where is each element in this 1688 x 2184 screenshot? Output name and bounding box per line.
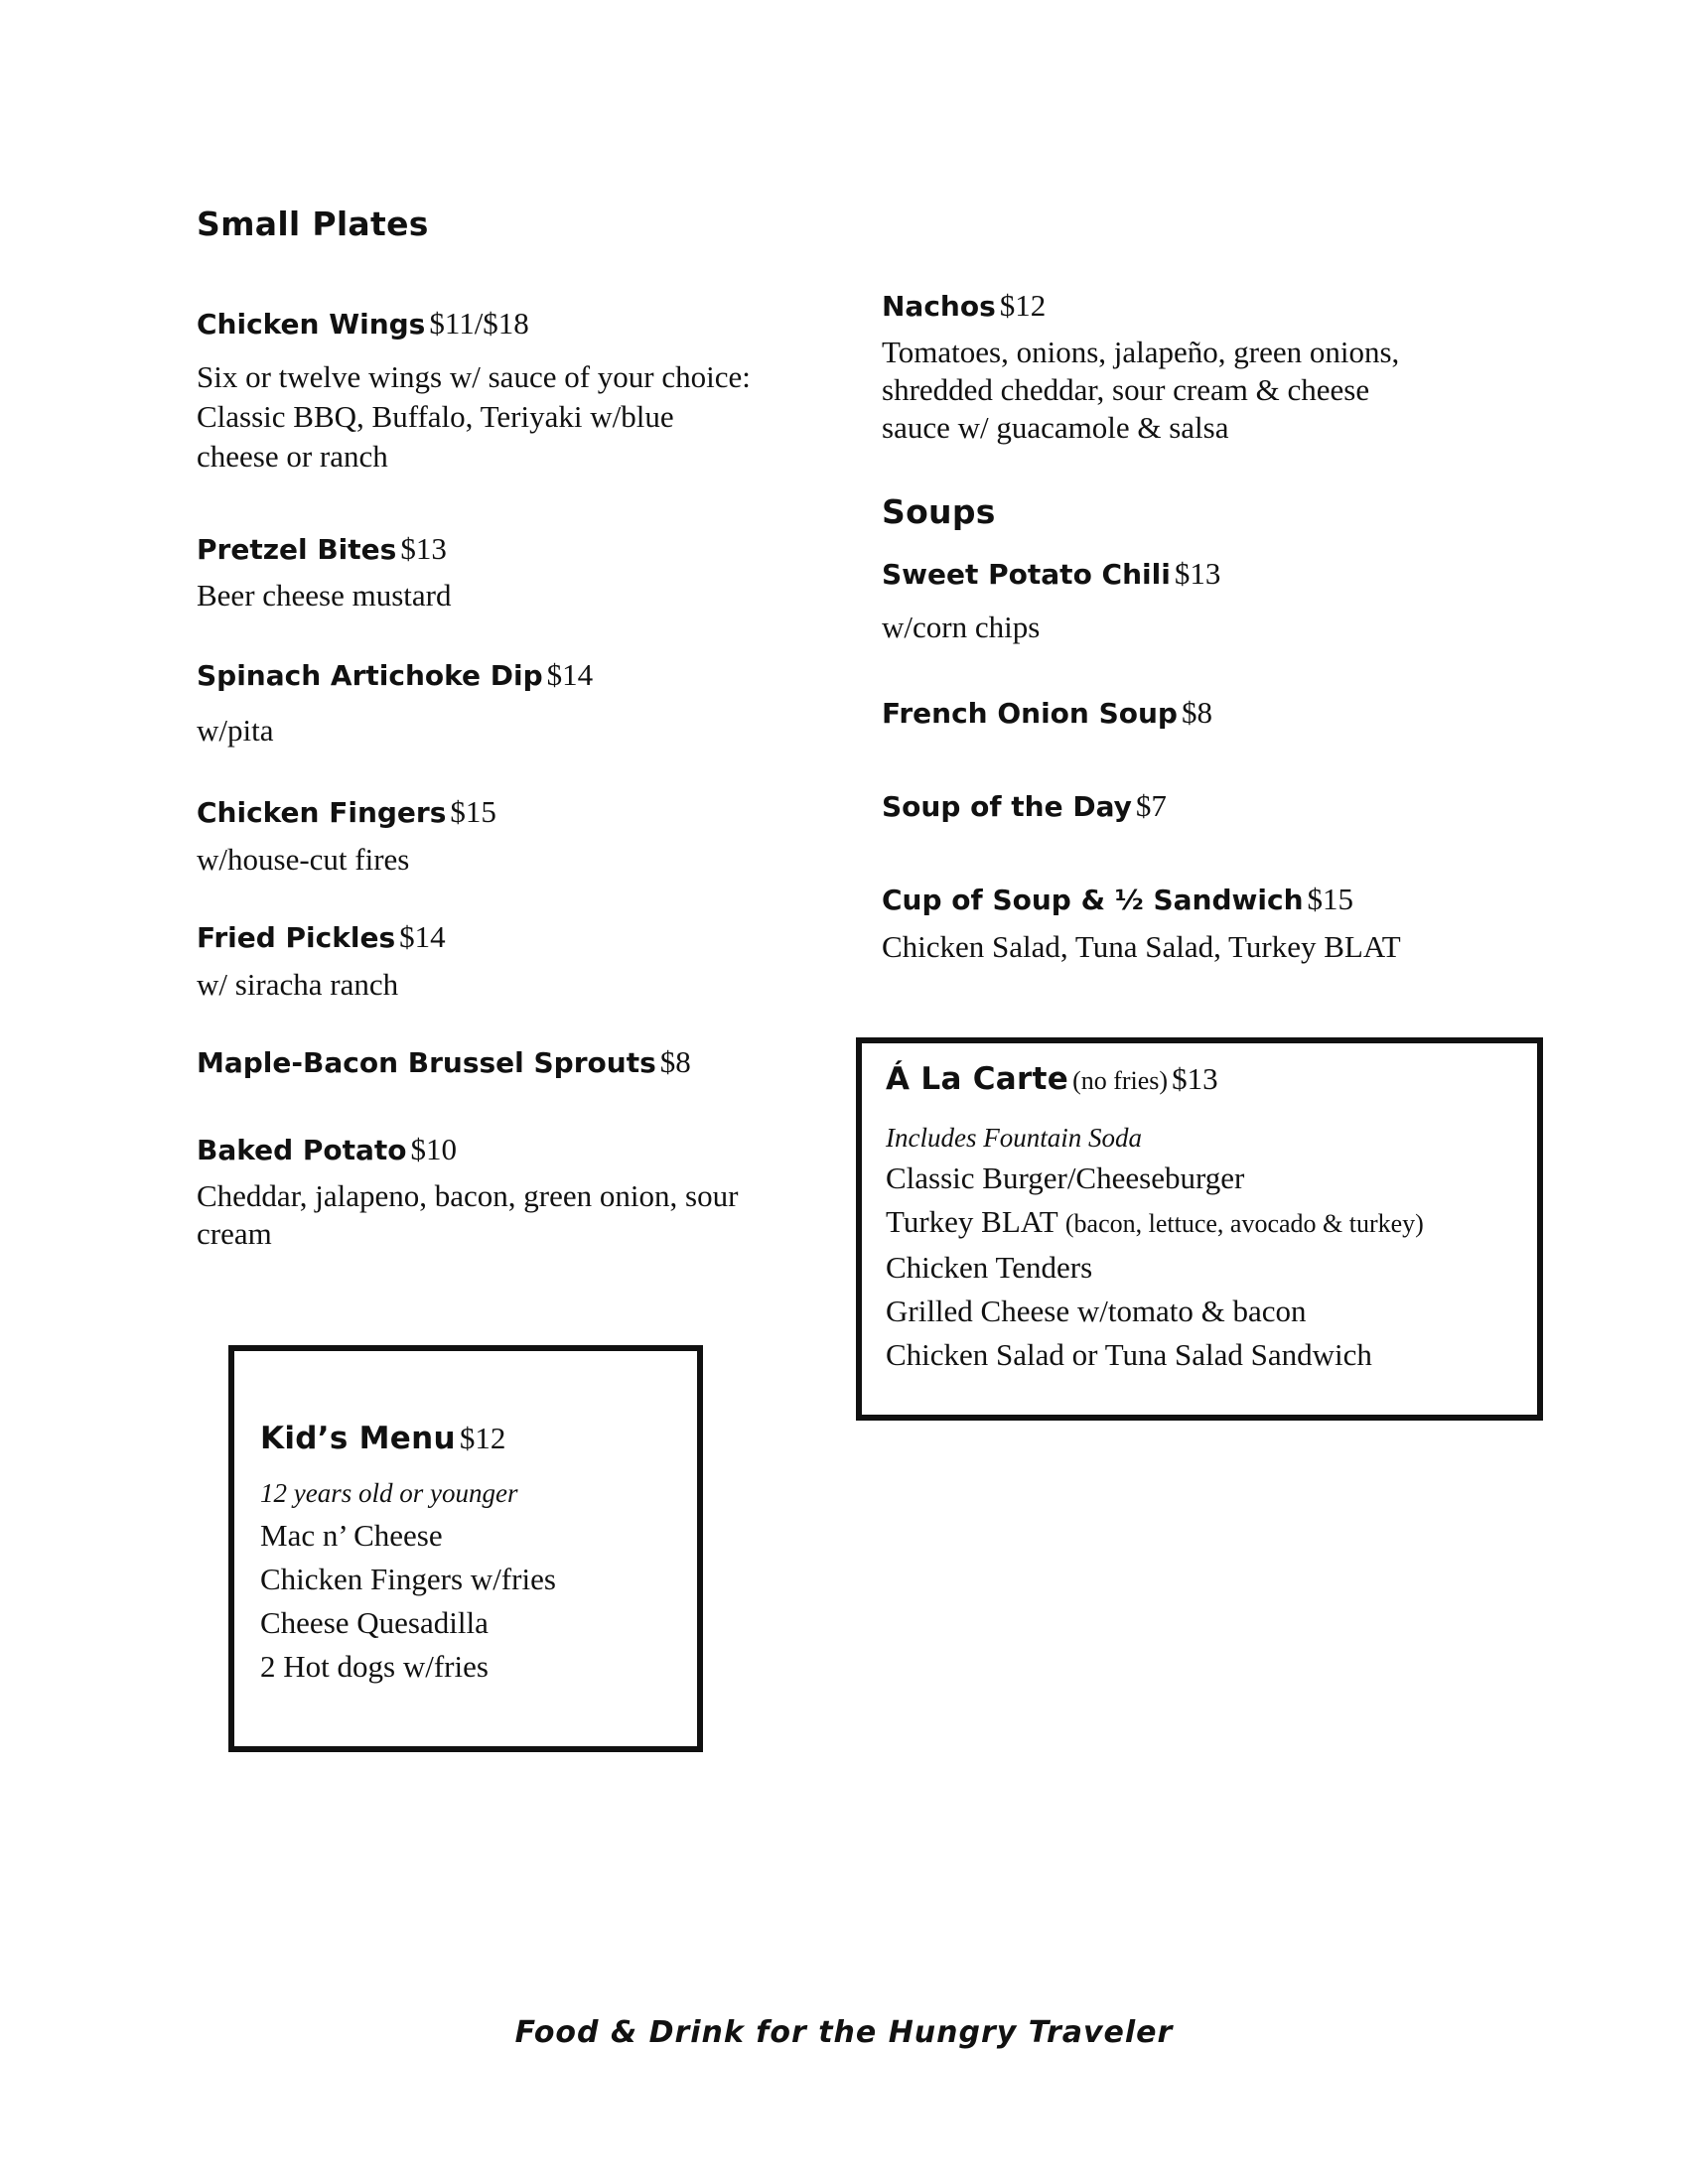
item-name: Soup of the Day [882, 790, 1132, 823]
menu-item-french-onion-soup [882, 695, 1212, 731]
menu-item-brussel-sprouts [197, 1044, 691, 1080]
a-la-carte-note: Includes Fountain Soda [886, 1123, 1142, 1153]
menu-item-fried-pickles [197, 919, 446, 955]
item-name: Cup of Soup & ½ Sandwich [882, 884, 1304, 916]
a-la-carte-title: Á La Carte [886, 1061, 1069, 1097]
list-item: Chicken Salad or Tuna Salad Sandwich [886, 1337, 1372, 1372]
item-price: $13 [1174, 556, 1221, 591]
item-name: Maple-Bacon Brussel Sprouts [197, 1046, 656, 1079]
item-description: w/corn chips [882, 610, 1041, 644]
item-name: Sweet Potato Chili [882, 558, 1171, 591]
item-name: Nachos [882, 290, 996, 323]
desc-line: Tomatoes, onions, jalapeño, green onions, [882, 335, 1400, 369]
kids-menu-note: 12 years old or younger [260, 1478, 518, 1508]
item-name: Spinach Artichoke Dip [197, 659, 543, 692]
menu-item-soup-of-the-day [882, 788, 1167, 824]
a-la-carte-no-fries: (no fries) [1072, 1066, 1169, 1095]
item-price: $7 [1135, 788, 1167, 823]
item-name: Chicken Fingers [197, 796, 447, 829]
menu-item-cup-of-soup [882, 882, 1353, 917]
item-name: Chicken Wings [197, 308, 426, 341]
desc-line: Classic BBQ, Buffalo, Teriyaki w/blue [197, 399, 674, 434]
list-item-name: Turkey BLAT [886, 1204, 1058, 1239]
menu-item-chicken-wings [197, 306, 529, 341]
kids-menu-price: $12 [459, 1421, 506, 1455]
desc-line: sauce w/ guacamole & salsa [882, 410, 1229, 445]
menu-item-chicken-fingers [197, 794, 496, 830]
item-description [197, 357, 751, 477]
item-description: w/house-cut fires [197, 842, 410, 877]
item-description: Beer cheese mustard [197, 578, 452, 613]
item-price: $14 [546, 657, 594, 692]
item-price: $12 [999, 288, 1047, 323]
a-la-carte-list [886, 1157, 1424, 1377]
list-item: Mac n’ Cheese [260, 1518, 443, 1553]
item-description: Chicken Salad, Tuna Salad, Turkey BLAT [882, 929, 1401, 964]
footer-tagline: Food & Drink for the Hungry Traveler [514, 2015, 1174, 2050]
list-item: Classic Burger/Cheeseburger [886, 1160, 1245, 1195]
desc-line: Six or twelve wings w/ sauce of your choice: [197, 359, 751, 394]
menu-item-sweet-potato-chili [882, 556, 1220, 592]
desc-line: Cheddar, jalapeno, bacon, green onion, sour [197, 1178, 739, 1213]
item-description: w/pita [197, 713, 274, 748]
a-la-carte-price: $13 [1172, 1061, 1218, 1096]
list-item-detail: (bacon, lettuce, avocado & turkey) [1064, 1209, 1424, 1238]
item-name: Baked Potato [197, 1134, 407, 1166]
item-name: Pretzel Bites [197, 533, 397, 566]
kids-menu-list [260, 1514, 556, 1689]
kids-menu-title: Kid’s Menu [260, 1421, 456, 1456]
item-price: $11/$18 [429, 306, 529, 341]
list-item: Chicken Tenders [886, 1250, 1093, 1285]
item-price: $10 [410, 1132, 458, 1166]
kids-menu-box [228, 1345, 703, 1752]
list-item: Chicken Fingers w/fries [260, 1562, 556, 1596]
section-heading-soups: Soups [882, 492, 996, 531]
list-item: Cheese Quesadilla [260, 1605, 489, 1640]
item-name: French Onion Soup [882, 697, 1178, 730]
list-item: Grilled Cheese w/tomato & bacon [886, 1294, 1307, 1328]
menu-item-pretzel-bites [197, 531, 447, 567]
desc-line: cheese or ranch [197, 439, 388, 474]
item-price: $8 [659, 1044, 691, 1079]
item-description: w/ siracha ranch [197, 967, 399, 1002]
a-la-carte-box [856, 1037, 1543, 1421]
item-price: $15 [450, 794, 496, 829]
item-price: $8 [1181, 695, 1212, 730]
menu-item-spinach-dip [197, 657, 593, 693]
a-la-carte-header [886, 1061, 1218, 1097]
item-price: $14 [399, 919, 446, 954]
item-description [882, 334, 1399, 447]
item-description [197, 1177, 738, 1253]
item-price: $15 [1307, 882, 1353, 916]
item-price: $13 [400, 531, 447, 566]
section-heading-small-plates: Small Plates [197, 205, 429, 243]
kids-menu-header [260, 1421, 505, 1456]
list-item [886, 1200, 1424, 1246]
menu-item-baked-potato [197, 1132, 457, 1167]
item-name: Fried Pickles [197, 921, 396, 954]
desc-line: shredded cheddar, sour cream & cheese [882, 372, 1370, 407]
menu-item-nachos [882, 288, 1046, 324]
desc-line: cream [197, 1216, 272, 1251]
list-item: 2 Hot dogs w/fries [260, 1649, 489, 1684]
